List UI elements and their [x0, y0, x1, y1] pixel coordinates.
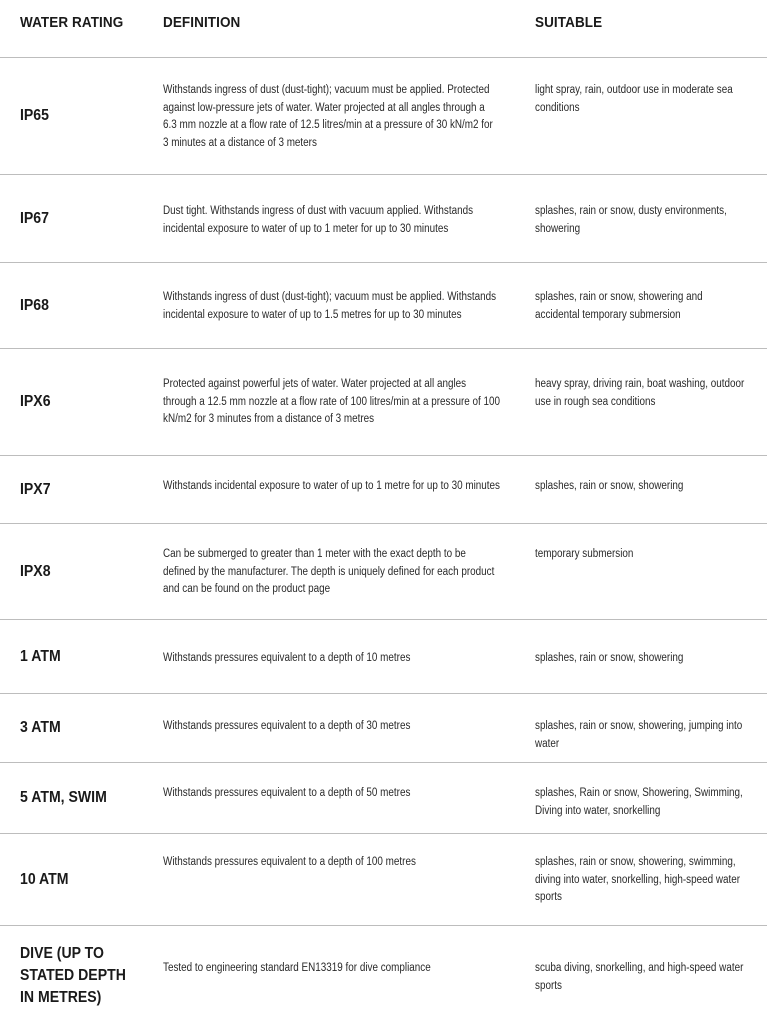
suitable-cell: heavy spray, driving rain, boat washing, outdoor use in rough sea conditions — [535, 378, 745, 408]
rating-cell: 1 ATM — [20, 647, 61, 665]
header-water-rating: WATER RATING — [20, 14, 124, 31]
definition-cell: Withstands pressures equivalent to a depth of 10 metres — [163, 652, 411, 664]
definition-cell: Withstands pressures equivalent to a depth of 100 metres — [163, 856, 416, 868]
suitable-cell: temporary submersion — [535, 548, 634, 560]
rating-cell: IPX8 — [20, 562, 51, 580]
table-row — [0, 175, 767, 263]
suitable-cell: splashes, rain or snow, showering and accidental temporary submersion — [535, 291, 703, 321]
definition-cell: Withstands ingress of dust (dust-tight); vacuum must be applied. Withstands incidental exposure to water of up to 1.5 metres for up to 30 minutes — [163, 291, 497, 321]
definition-cell: Withstands ingress of dust (dust-tight); vacuum must be applied. Protected against low-pressure jets of water. Water projected at all angles through a 6.3 mm nozzle at a flow rate of 12.5 litres/min at a pressure of 30 kN/m2 for 3 minutes at a distance of 3 meters — [163, 84, 493, 149]
suitable-cell: splashes, rain or snow, showering — [535, 652, 684, 664]
header-definition: DEFINITION — [163, 14, 241, 31]
rating-cell: 5 ATM, SWIM — [20, 789, 107, 806]
rating-cell: IP68 — [20, 296, 49, 314]
table-row — [0, 926, 767, 1025]
table-row — [0, 524, 767, 620]
table-row — [0, 763, 767, 834]
table-row — [0, 58, 767, 175]
suitable-cell: splashes, rain or snow, showering, swimming, diving into water, snorkelling, high-speed water sports — [535, 856, 741, 903]
suitable-cell: splashes, rain or snow, showering — [535, 480, 684, 492]
definition-cell: Dust tight. Withstands ingress of dust with vacuum applied. Withstands incidental exposure to water of up to 1 meter for up to 30 minutes — [163, 205, 474, 235]
rating-cell: IPX7 — [20, 480, 51, 498]
definition-cell: Tested to engineering standard EN13319 for dive compliance — [163, 962, 431, 974]
table-row — [0, 263, 767, 349]
header-suitable: SUITABLE — [535, 14, 603, 31]
suitable-cell: splashes, Rain or snow, Showering, Swimming, Diving into water, snorkelling — [535, 787, 743, 817]
table-row — [0, 834, 767, 926]
definition-cell: Withstands pressures equivalent to a depth of 50 metres — [163, 787, 411, 799]
definition-cell: Withstands pressures equivalent to a depth of 30 metres — [163, 720, 411, 732]
table-row — [0, 620, 767, 694]
definition-cell: Withstands incidental exposure to water of up to 1 metre for up to 30 minutes — [163, 480, 500, 492]
table-row — [0, 694, 767, 763]
rating-cell: 10 ATM — [20, 870, 69, 888]
rating-cell: DIVE (UP TO STATED DEPTH IN METRES) — [20, 944, 126, 1006]
definition-cell: Protected against powerful jets of water. Water projected at all angles through a 12.5 mm nozzle at a flow rate of 100 litres/min at a pressure of 100 kN/m2 for 3 minutes from a distance of 3 metres — [163, 378, 500, 425]
table-header — [0, 0, 767, 58]
suitable-cell: light spray, rain, outdoor use in moderate sea conditions — [535, 84, 733, 114]
suitable-cell: splashes, rain or snow, dusty environments, showering — [535, 205, 727, 235]
suitable-cell: splashes, rain or snow, showering, jumping into water — [535, 720, 743, 750]
definition-cell: Can be submerged to greater than 1 meter with the exact depth to be defined by the manufacturer. The depth is uniquely defined for each product and can be found on the product page — [163, 548, 495, 595]
table-row — [0, 456, 767, 524]
suitable-cell: scuba diving, snorkelling, and high-speed water sports — [535, 962, 744, 992]
rating-cell: IP65 — [20, 107, 49, 124]
rating-cell: 3 ATM — [20, 719, 61, 736]
rating-cell: IPX6 — [20, 393, 51, 410]
rating-cell: IP67 — [20, 209, 49, 227]
table-row — [0, 349, 767, 456]
